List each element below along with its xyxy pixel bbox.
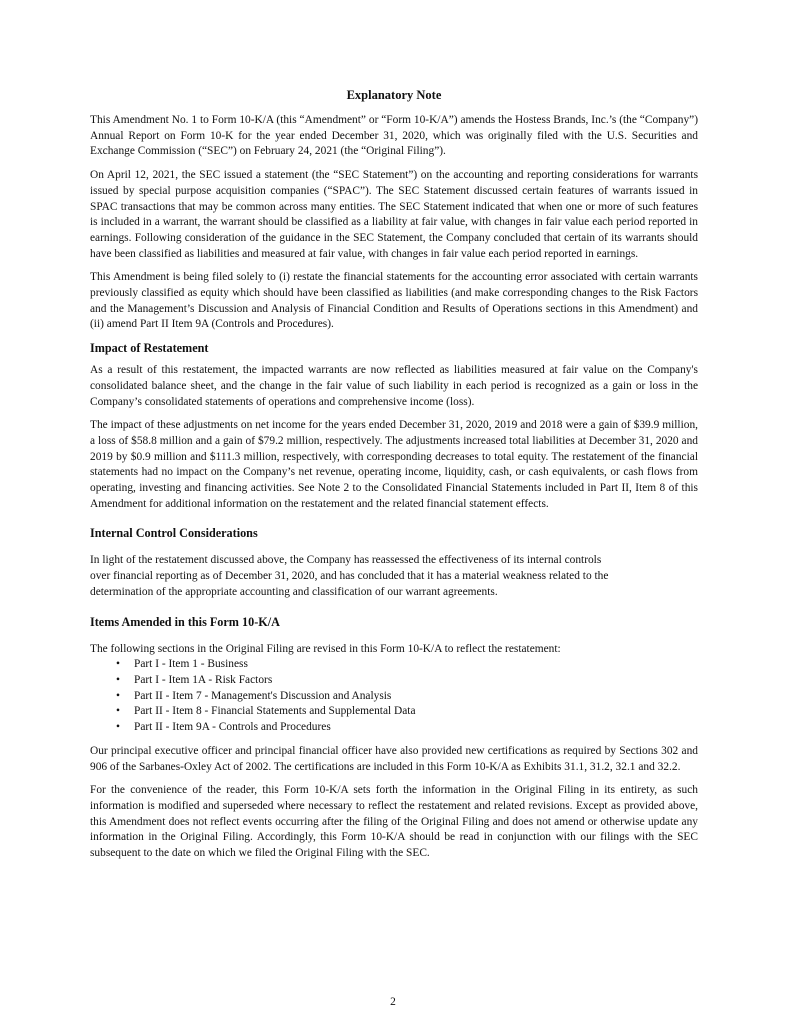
bullet-icon: • — [116, 658, 120, 671]
internal-control-line-2: over financial reporting as of December 31, 2020, and has concluded that it has a material weakness related to the — [90, 570, 609, 583]
list-item-text: Part I - Item 1 - Business — [134, 658, 248, 671]
impact-paragraph-1: As a result of this restatement, the impacted warrants are now reflected as liabilities measured at fair value on the Company's consolidated balance sheet, and the change in the fair value of such liability in each period is recognized as a gain or loss in the Company’s consolidated statements of operations and comprehensive income (loss). — [90, 364, 698, 408]
internal-control-line-3: determination of the appropriate accounting and classification of our warrant agreements. — [90, 585, 498, 598]
list-item — [116, 657, 698, 673]
list-item — [116, 673, 698, 689]
impact-heading: Impact of Restatement — [90, 341, 209, 356]
bullet-icon: • — [116, 673, 120, 686]
page-title: Explanatory Note — [346, 88, 442, 102]
list-item-text: Part I - Item 1A - Risk Factors — [134, 673, 273, 686]
list-item-text: Part II - Item 7 - Management's Discussion and Analysis — [134, 689, 392, 702]
items-intro-paragraph: The following sections in the Original Filing are revised in this Form 10-K/A to reflect the restatement: — [90, 642, 561, 655]
list-item — [116, 720, 698, 736]
amended-items-list — [90, 657, 698, 736]
purpose-paragraph: This Amendment is being filed solely to (i) restate the financial statements for the accounting error associated with certain warrants previously classified as equity which should have been classified as liabilities (and make corresponding changes to the Risk Factors and the Management’s Discussion and Analysis of Financial Condition and Results of Operations sections in this Amendment) and (ii) amend Part II Item 9A (Controls and Procedures). — [90, 271, 698, 331]
bullet-icon: • — [116, 721, 120, 734]
bullet-icon: • — [116, 705, 120, 718]
impact-paragraph-2: The impact of these adjustments on net income for the years ended December 31, 2020, 2019 and 2018 were a gain of $39.9 million, a loss of $58.8 million and a gain of $79.2 million, respectively. The adjustments increased total liabilities at December 31, 2020 and 2019 by $0.9 million and $111.3 million, respectively, with corresponding decreases to total equity. The restatement of the financial statements had no impact on the Company’s net revenue, operating income, liquidity, cash, or cash equivalents, or cash flows from operating, investing and financing activities. See Note 2 to the Consolidated Financial Statements included in Part II, Item 8 of this Amendment for additional information on the restatement and the related financial statement effects. — [90, 419, 698, 510]
list-item — [116, 704, 698, 720]
sec-statement-paragraph: On April 12, 2021, the SEC issued a statement (the “SEC Statement”) on the accounting and reporting considerations for warrants issued by special purpose acquisition companies (“SPAC”). The SEC Statement discussed certain features of warrants issued in SPAC transactions that may be common across many entities. The SEC Statement indicated that when one or more of such features is included in a warrant, the warrant should be classified as a liability at fair value, with changes in fair value each period reported in earnings. Following consideration of the guidance in the SEC Statement, the Company concluded that certain of its warrants should have been classified as liabilities and measured at fair value, with changes in fair value each period reported in earnings. — [90, 169, 698, 260]
internal-control-paragraph — [90, 553, 698, 600]
bullet-icon: • — [116, 689, 120, 702]
intro-paragraph: This Amendment No. 1 to Form 10-K/A (this “Amendment” or “Form 10-K/A”) amends the Hostess Brands, Inc.’s (the “Company”) Annual Report on Form 10-K for the year ended December 31, 2020, which was originally filed with the U.S. Securities and Exchange Commission (“SEC”) on February 24, 2021 (the “Original Filing”). — [90, 114, 698, 158]
list-item-text: Part II - Item 9A - Controls and Procedures — [134, 721, 331, 734]
certifications-paragraph: Our principal executive officer and principal financial officer have also provided new certifications as required by Sections 302 and 906 of the Sarbanes-Oxley Act of 2002. The certifications are included in this Form 10-K/A as Exhibits 31.1, 31.2, 32.1 and 32.2. — [90, 744, 698, 773]
internal-control-heading: Internal Control Considerations — [90, 526, 258, 541]
items-amended-heading: Items Amended in this Form 10-K/A — [90, 614, 280, 629]
page-number: 2 — [390, 996, 396, 1008]
convenience-paragraph: For the convenience of the reader, this Form 10-K/A sets forth the information in the Original Filing in its entirety, as such information is modified and superseded where necessary to reflect the restatement and related revisions. Except as provided above, this Amendment does not reflect events occurring after the filing of the Original Filing and does not amend or otherwise update any information in the Original Filing. Accordingly, this Form 10-K/A should be read in conjunction with our filings with the SEC subsequent to the date on which we filed the Original Filing with the SEC. — [90, 784, 698, 860]
internal-control-line-1: In light of the restatement discussed above, the Company has reassessed the effectiveness of its internal controls — [90, 554, 602, 567]
list-item — [116, 689, 698, 705]
list-item-text: Part II - Item 8 - Financial Statements and Supplemental Data — [134, 705, 416, 718]
